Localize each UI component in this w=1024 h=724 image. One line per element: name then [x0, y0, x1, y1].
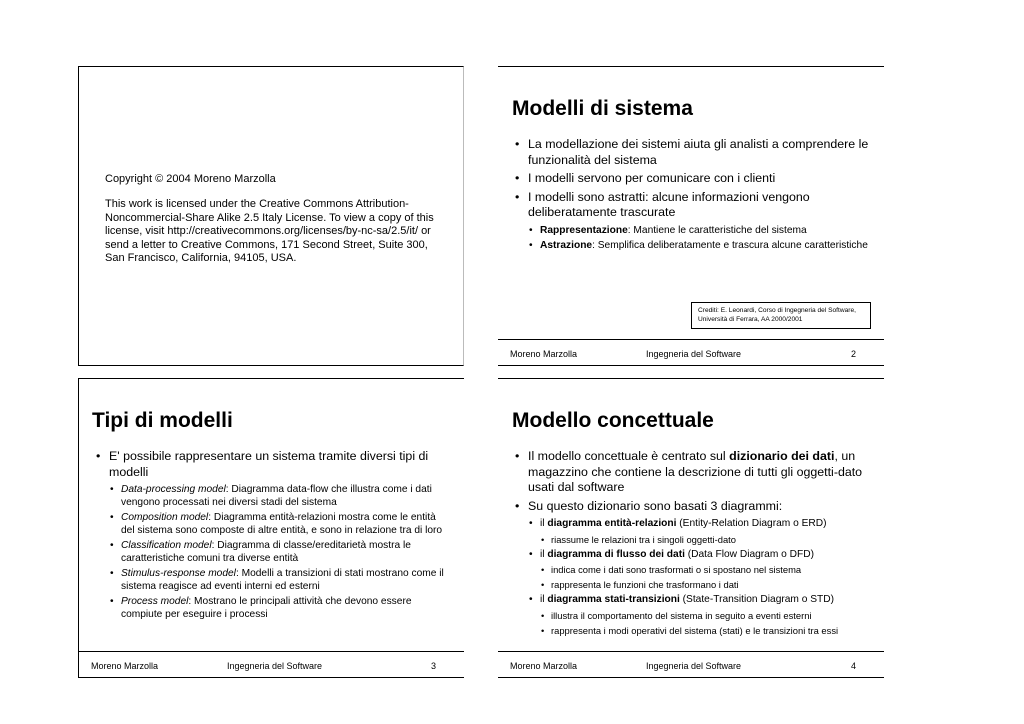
slide-1-copyright: [78, 66, 464, 366]
term: Composition model: [121, 512, 209, 523]
desc: : Modelli a transizioni di stati mostrano come il sistema reagisce ad eventi interni ed esterni: [121, 568, 444, 592]
detail: • rappresenta le funzioni che trasformano i dati: [540, 579, 872, 591]
term: Astrazione: [540, 240, 593, 251]
desc: : Mostrano le principali attività che devono essere compiute per eseguire i processi: [121, 596, 412, 620]
footer-course: Ingegneria del Software: [646, 661, 742, 671]
slide-footer: [498, 339, 884, 368]
slide-title: Modelli di sistema: [512, 97, 693, 120]
bullet-text: E' possibile rappresentare un sistema tramite diversi tipi di modelli: [109, 449, 429, 479]
bullet: • La modellazione dei sistemi aiuta gli analisti a comprendere le funzionalità del sistema: [512, 137, 872, 168]
bullet: [512, 190, 872, 253]
sub-bullet: [528, 549, 872, 592]
term: diagramma stati-transizioni: [547, 594, 680, 605]
desc: : Diagramma entità-relazioni mostra come le entità del sistema sono composte di altre entità, e sono in relazione tra di loro: [121, 512, 443, 536]
desc: : Semplifica deliberatamente e trascura alcune caratteristiche: [592, 240, 868, 251]
footer-author: Moreno Marzolla: [510, 349, 578, 359]
credits-box: Crediti: E. Leonardi, Corso di Ingegneria del Software, Università di Ferrara, AA 2000/2001: [691, 302, 871, 329]
footer-course: Ingegneria del Software: [227, 661, 323, 671]
page-number: 3: [430, 661, 436, 671]
slide-footer: [79, 651, 464, 680]
license-text: This work is licensed under the Creative Commons Attribution-Noncommercial-Share Alike 2.5 Italy License. To view a copy of this license, visit http://creativecommons.org/licenses/by-nc-sa/2.5/it/ or send a letter to Creative Commons, 171 Second Street, Suite 300, San Francisco, California, 94105, USA.: [105, 198, 434, 265]
sub-bullet: [109, 512, 452, 537]
sub-bullet: [109, 484, 452, 509]
text: il: [540, 518, 548, 529]
term: Data-processing model: [121, 484, 226, 495]
desc: : Diagramma data-flow che illustra come i dati vengono processati nei diversi stadi del sistema: [121, 484, 432, 508]
slide-3-tipi-di-modelli: [78, 378, 464, 678]
copyright-block: [105, 173, 445, 277]
text: (Data Flow Diagram o DFD): [684, 548, 814, 560]
term: diagramma entità-relazioni: [547, 518, 677, 529]
term: Rappresentazione: [540, 224, 628, 236]
detail: • rappresenta i modi operativi del sistema (stati) e le transizioni tra essi: [540, 625, 872, 637]
slide-2-modelli-di-sistema: [498, 66, 884, 366]
slide-title: Modello concettuale: [512, 409, 714, 432]
slide-footer: [498, 651, 884, 680]
term: dizionario dei dati: [729, 449, 835, 463]
detail: • riassume le relazioni tra i singoli oggetti-dato: [540, 534, 872, 546]
copyright-line: Copyright © 2004 Moreno Marzolla: [105, 173, 276, 185]
term: Process model: [121, 596, 189, 607]
bullet: • I modelli servono per comunicare con i clienti: [512, 171, 872, 187]
term: Stimulus-response model: [121, 568, 236, 579]
text: il: [540, 548, 548, 560]
text: (Entity-Relation Diagram o ERD): [676, 518, 827, 529]
term: Classification model: [121, 540, 212, 551]
slide-content: [93, 449, 452, 624]
sub-bullet: [528, 518, 872, 546]
detail: • illustra il comportamento del sistema in seguito a eventi esterni: [540, 610, 872, 622]
page-number: 2: [850, 349, 856, 359]
sub-bullet: [528, 225, 872, 238]
bullet: [512, 449, 872, 496]
bullet-text: Su questo dizionario sono basati 3 diagrammi:: [528, 498, 783, 513]
footer-author: Moreno Marzolla: [510, 661, 578, 671]
sub-bullet: [528, 594, 872, 637]
slide-content: [512, 449, 872, 640]
text: Il modello concettuale è centrato sul: [528, 449, 730, 463]
sub-bullet: [109, 596, 452, 621]
sub-bullet: [109, 568, 452, 593]
bullet-text: I modelli sono astratti: alcune informazioni vengono deliberatamente trascurate: [528, 189, 810, 219]
bullet: [512, 499, 872, 637]
slide-4-modello-concettuale: [498, 378, 884, 678]
text: il: [540, 594, 548, 605]
footer-course: Ingegneria del Software: [646, 349, 742, 359]
bullet: [93, 449, 452, 621]
page-number: 4: [850, 661, 856, 671]
sub-bullet: [109, 540, 452, 565]
text: (State-Transition Diagram o STD): [679, 594, 835, 605]
detail: • indica come i dati sono trasformati o si spostano nel sistema: [540, 564, 872, 576]
sub-bullet: [528, 240, 872, 253]
slide-content: [512, 137, 872, 256]
desc: : Mantiene le caratteristiche del sistema: [627, 224, 807, 236]
term: diagramma di flusso dei dati: [547, 548, 685, 560]
footer-author: Moreno Marzolla: [91, 661, 159, 671]
text: , un magazzino che contiene la descrizione di tutti gli oggetti-dato usati dal software: [528, 449, 863, 494]
desc: : Diagramma di classe/ereditarietà mostra le caratteristiche comuni tra diverse entità: [121, 540, 411, 564]
slide-title: Tipi di modelli: [92, 409, 233, 432]
